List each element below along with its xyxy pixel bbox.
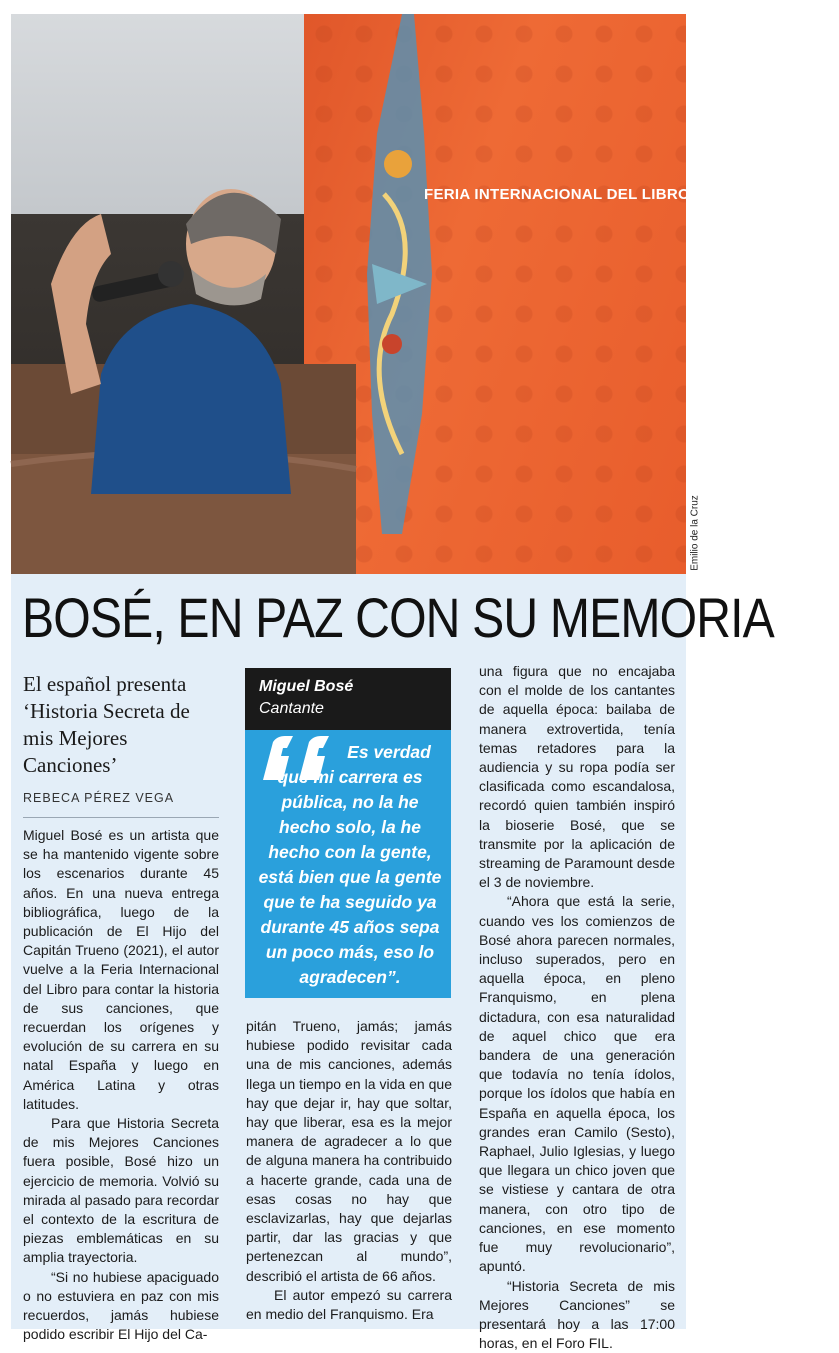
subheadline: El español presenta ‘Historia Secreta de mis Mejores Canciones’: [23, 671, 223, 779]
paragraph: “Si no hubiese apaciguado o no estuviera en paz con mis recuerdos, jamás hubiese podido escribir El Hijo del Ca-: [23, 1268, 219, 1345]
paragraph: “Historia Secreta de mis Mejores Canciones” se presentará hoy a las 17:00 horas, en el Foro FIL.: [479, 1277, 675, 1353]
article-photo: [11, 14, 686, 574]
paragraph: una figura que no encajaba con el molde de los cantantes de aquella época: bailaba de manera extrovertida, tenía temas retadores para la audiencia y su ropa podía ser clasificada como escandalosa, recordó quien también inspiró la bioserie Bosé, que se transmite por la aplicación de streaming de Paramount desde el 3 de noviembre.: [479, 662, 675, 892]
fair-banner: [304, 14, 686, 574]
paragraph: El autor empezó su carrera en medio del Franquismo. Era: [246, 1286, 452, 1324]
article-column-3: [479, 662, 675, 1353]
speaker-figure: [31, 164, 331, 494]
pull-quote-body: [245, 730, 451, 998]
pull-quote-role: Cantante: [259, 698, 437, 720]
pull-quote-text-content: Es verdad que mi carrera es pública, no la he hecho solo, la he hecho con la gente, está bien que la gente que te ha seguido ya durante 45 años sepa un poco más, eso lo agradecen”.: [259, 742, 442, 987]
paragraph: “Ahora que está la serie, cuando ves los comienzos de Bosé ahora parecen normales, incluso superados, pero en aquella época, en pleno Franquismo, en plena dictadura, con esa naturalidad de aquel chico que era bandera de una generación que todavía no tenía ídolos, porque los ídolos que había en España en aquella época, los grandes eran Camilo (Sesto), Raphael, Julio Iglesias, y luego que llegara un chico joven que se vistiese y cantara de otra manera, con otro tipo de canciones, en ese momento fue muy revolucionario”, apuntó.: [479, 892, 675, 1276]
byline-divider: [23, 817, 219, 818]
paragraph: Para que Historia Secreta de mis Mejores Canciones fuera posible, Bosé hizo un ejercicio de memoria. Volvió su mirada al pasado para recordar el contexto de la escritura de piezas emblemáticas en su amplia trayectoria.: [23, 1114, 219, 1268]
pull-quote-name: Miguel Bosé: [259, 676, 437, 698]
article-column-2: [246, 1017, 452, 1324]
paragraph: Miguel Bosé es un artista que se ha mantenido vigente sobre los escenarios durante 45 años. En una nueva entrega bibliográfica, luego de la publicación de El Hijo del Capitán Trueno (2021), el autor vuelve a la Feria Internacional del Libro para contar la historia de sus canciones, que recuerdan los orígenes y evolución de su carrera en su natal España y luego en América Latina y otras latitudes.: [23, 826, 219, 1114]
pull-quote-text: [255, 740, 445, 990]
pull-quote-header: [245, 668, 451, 730]
article-column-1: [23, 826, 219, 1344]
banner-text: FERIA INTERNACIONAL DEL LIBRO DE GUADALAJARA: [424, 186, 839, 203]
headline: BOSÉ, EN PAZ CON SU MEMORIA: [22, 583, 590, 653]
paragraph: pitán Trueno, jamás; jamás hubiese podido revisitar cada una de mis canciones, además llega un tiempo en la vida en que hay que dejar ir, hay que soltar, hay que liberar, esa es la mejor manera de agradecer a lo que de alguna manera ha contribuido a hacerte grande, cada una de esas cosas no hay que esclavizarlas, hay que dejarlas partir, dar las gracias y que pertenezcan al mundo”, describió el artista de 66 años.: [246, 1017, 452, 1286]
pull-quote-box: [245, 668, 451, 998]
byline: REBECA PÉREZ VEGA: [23, 791, 174, 805]
photo-credit: [686, 490, 704, 576]
photo-credit-text: Emilio de la Cruz: [690, 495, 701, 571]
